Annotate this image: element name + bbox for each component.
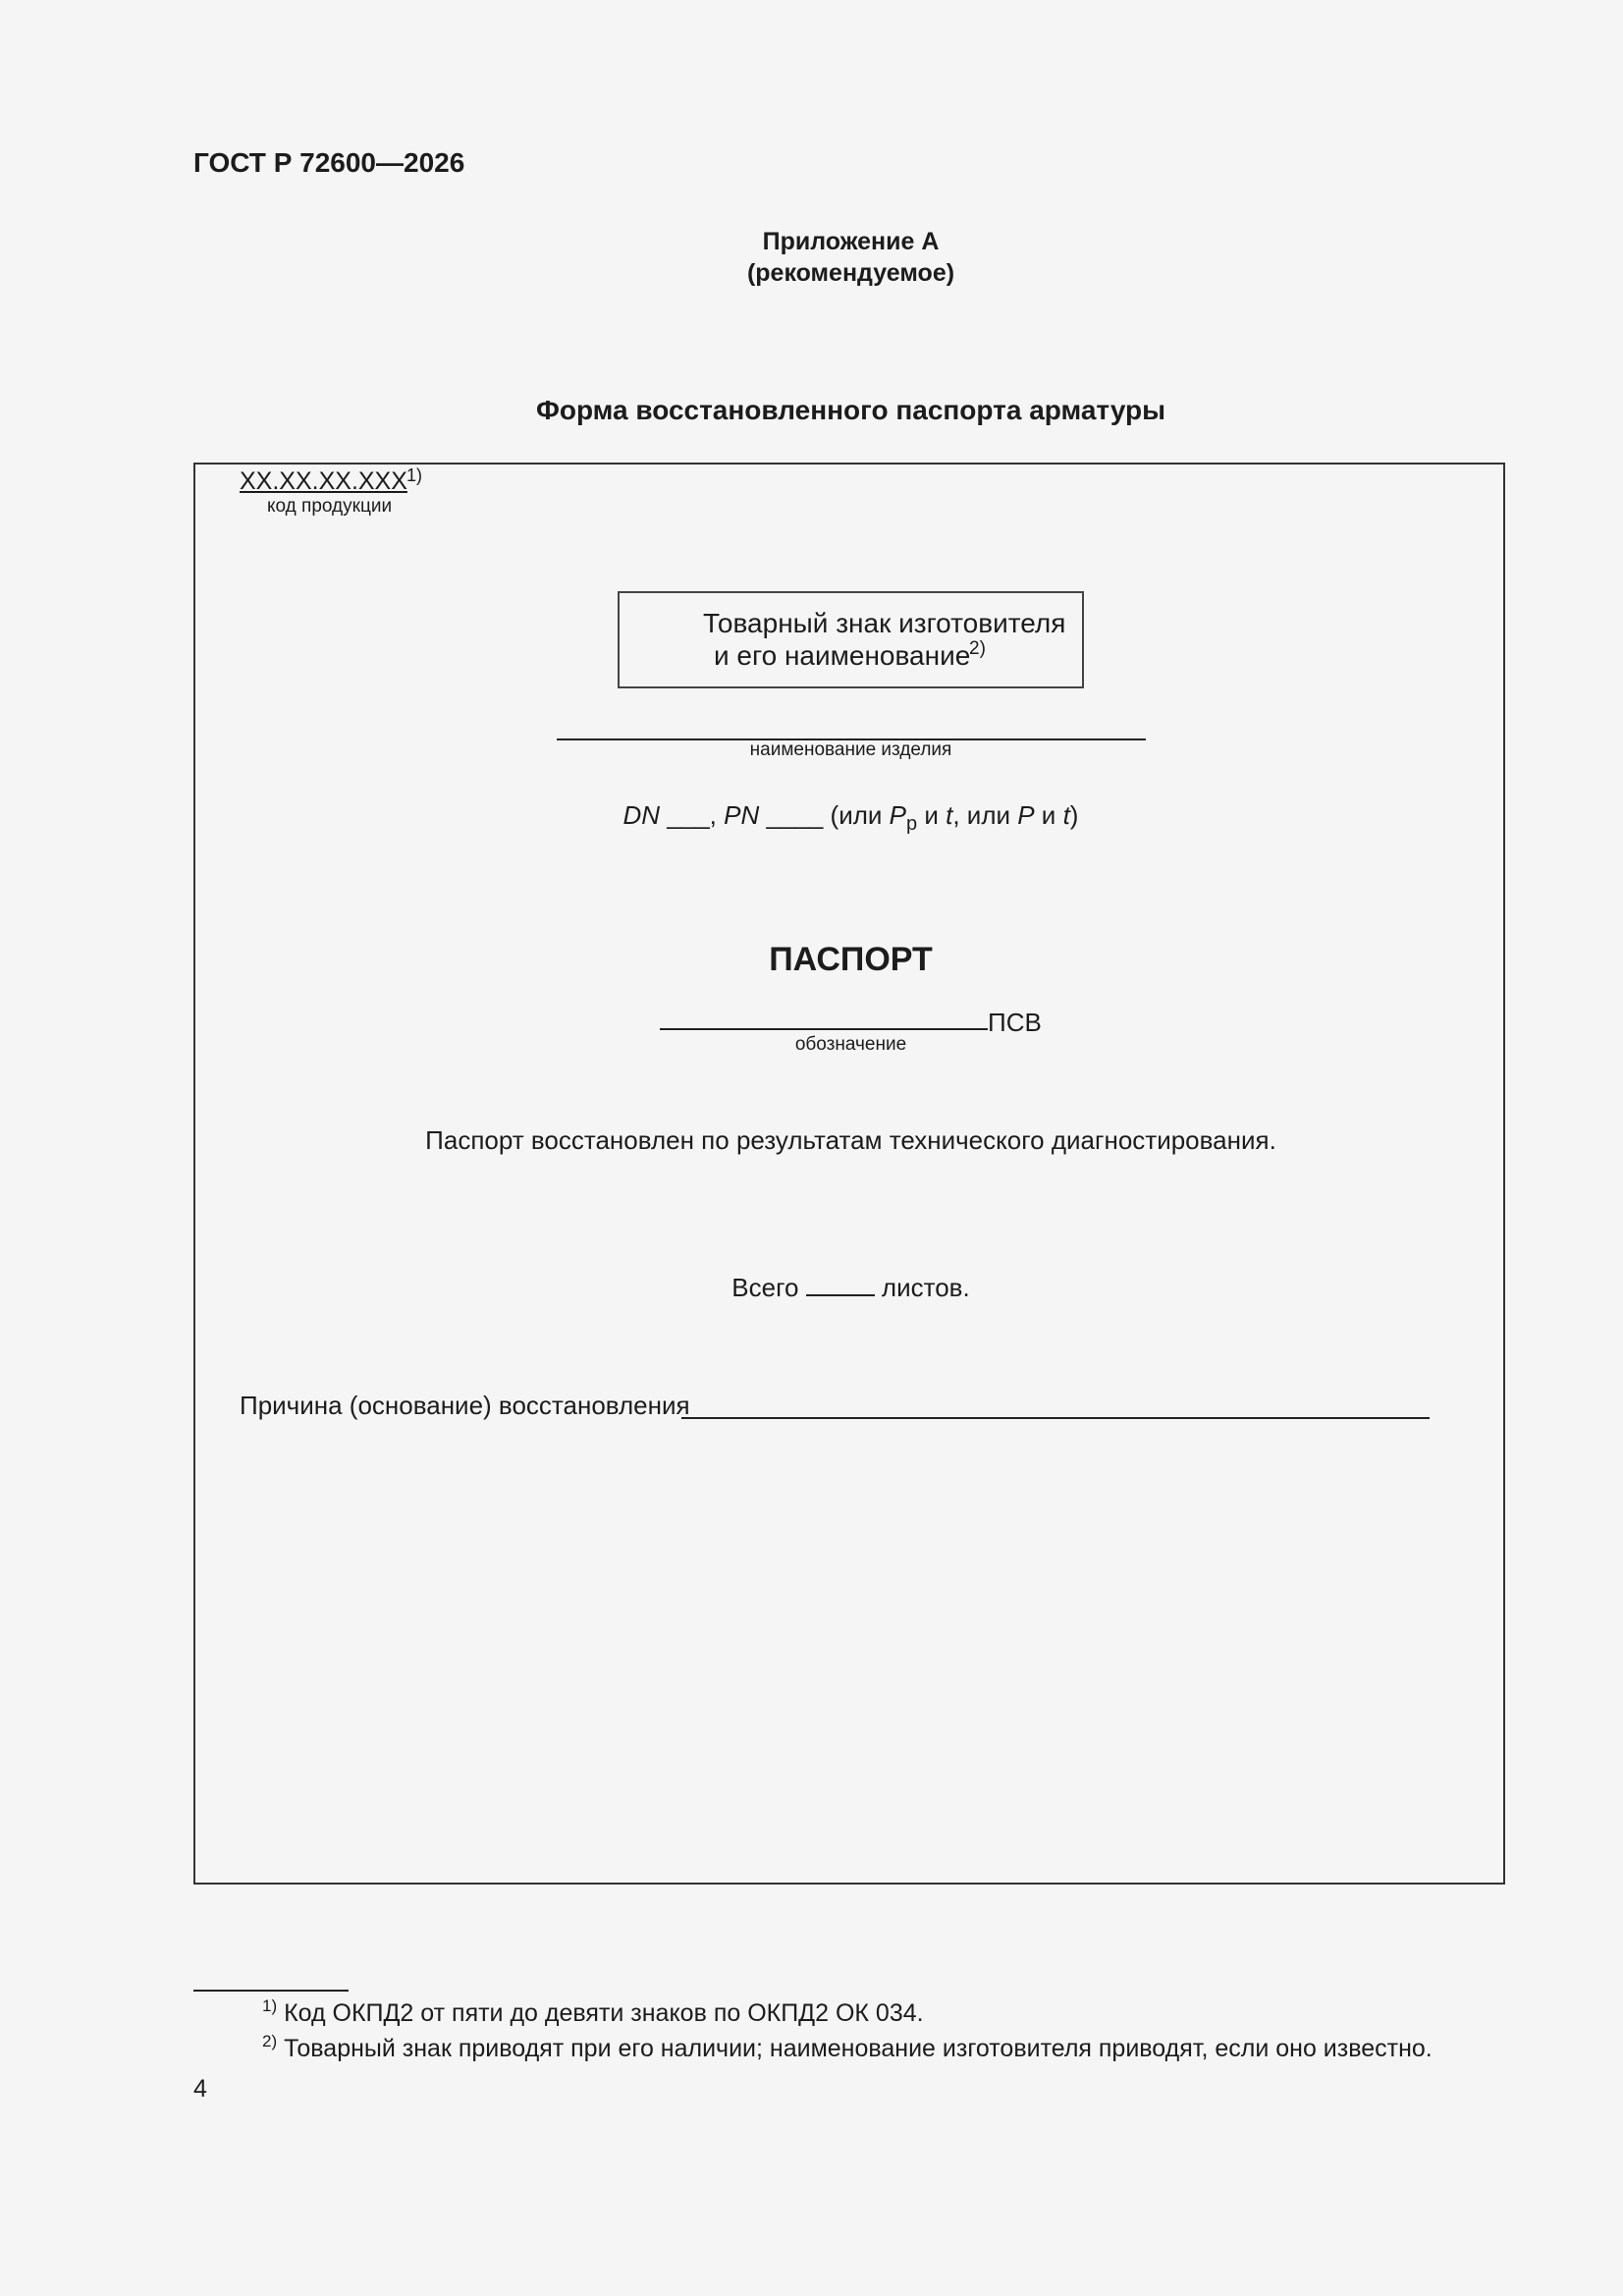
trademark-label-line2: и его наименование <box>714 640 971 671</box>
p-symbol-2: P <box>1017 800 1035 830</box>
and-text: и <box>917 800 947 830</box>
reason-label: Причина (основание) восстановления <box>240 1391 690 1420</box>
product-code-caption: код продукции <box>267 496 393 517</box>
dn-blank: ___, <box>660 800 725 830</box>
appendix-subtitle: (рекомендуемое) <box>746 259 955 287</box>
restored-statement: Паспорт восстановлен по результатам технического диагностирования. <box>425 1125 1276 1155</box>
item-name-caption: наименование изделия <box>749 739 952 760</box>
footnote-2 <box>262 2032 1433 2063</box>
or-text: , или <box>952 800 1018 830</box>
appendix-title: Приложение А <box>762 228 940 255</box>
page-number: 4 <box>193 2075 207 2103</box>
product-code: XX.XX.XX.XXX <box>240 467 407 495</box>
reason-blank-line <box>681 1417 1430 1419</box>
footnote-1-text: Код ОКПД2 от пяти до девяти знаков по ОКПД2 ОК 034. <box>277 1999 924 2027</box>
sheets-count-line <box>0 1273 1623 1303</box>
p-symbol: P <box>889 800 906 830</box>
footnote-1-mark: 1) <box>262 1996 278 2015</box>
t-symbol-2: t <box>1062 800 1070 830</box>
designation-caption: обозначение <box>794 1034 907 1055</box>
product-code-footnote-mark: 1) <box>406 465 423 485</box>
footnote-2-mark: 2) <box>262 2032 278 2050</box>
p-subscript: р <box>906 813 918 835</box>
and-text-2: и <box>1034 800 1063 830</box>
trademark-footnote-mark: 2) <box>969 638 986 659</box>
document-header: ГОСТ Р 72600—2026 <box>193 147 465 178</box>
nominal-parameters-line <box>0 800 1623 836</box>
sheets-blank <box>806 1273 875 1296</box>
pn-symbol: PN <box>724 800 760 830</box>
sheets-suffix: листов. <box>874 1273 970 1302</box>
appendix-heading <box>0 226 1623 289</box>
dn-symbol: DN <box>622 800 661 830</box>
t-symbol: t <box>946 800 953 830</box>
trademark-label-line1: Товарный знак изготовителя <box>703 608 1066 638</box>
designation-suffix: ПСВ <box>988 1008 1042 1037</box>
footnote-2-text: Товарный знак приводят при его наличии; наименование изготовителя приводят, если оно известно. <box>277 2035 1433 2062</box>
footnote-1 <box>262 1996 924 2028</box>
designation-blank-line <box>660 1028 988 1030</box>
sheets-prefix: Всего <box>731 1273 806 1302</box>
footnote-separator <box>193 1990 349 1992</box>
pn-blank: ____ (или <box>759 800 890 830</box>
close-paren: ) <box>1069 800 1079 830</box>
form-title: Форма восстановленного паспорта арматуры <box>535 395 1166 425</box>
passport-title: ПАСПОРТ <box>769 941 933 978</box>
